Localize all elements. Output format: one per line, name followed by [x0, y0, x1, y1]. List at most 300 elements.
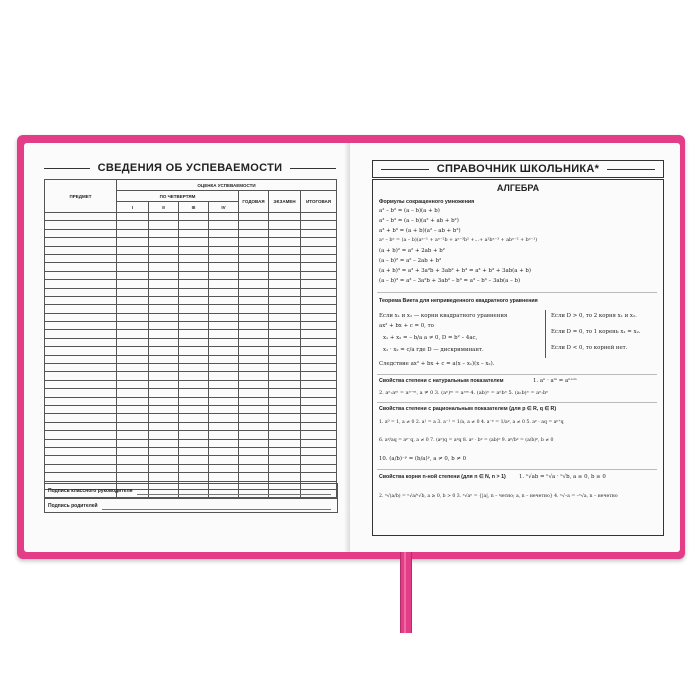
grade-cell[interactable] — [117, 347, 149, 355]
grade-cell[interactable] — [269, 364, 301, 372]
subject-cell[interactable] — [45, 288, 117, 296]
subject-cell[interactable] — [45, 364, 117, 372]
grade-cell[interactable] — [239, 238, 269, 246]
grade-cell[interactable] — [239, 447, 269, 455]
grade-cell[interactable] — [239, 414, 269, 422]
grade-cell[interactable] — [149, 246, 179, 254]
divider — [377, 374, 657, 375]
grade-cell[interactable] — [239, 422, 269, 430]
table-row — [45, 221, 337, 229]
subject-cell[interactable] — [45, 439, 117, 447]
subject-cell[interactable] — [45, 330, 117, 338]
grade-cell[interactable] — [179, 431, 209, 439]
grade-cell[interactable] — [179, 288, 209, 296]
grade-cell[interactable] — [179, 305, 209, 313]
grade-cell[interactable] — [209, 296, 239, 304]
grade-cell[interactable] — [209, 456, 239, 464]
table-row — [45, 405, 337, 413]
grade-cell[interactable] — [179, 238, 209, 246]
grade-cell[interactable] — [209, 355, 239, 363]
grade-cell[interactable] — [117, 380, 149, 388]
grade-cell[interactable] — [149, 473, 179, 481]
grade-cell[interactable] — [269, 414, 301, 422]
grade-cell[interactable] — [239, 338, 269, 346]
grade-cell[interactable] — [239, 322, 269, 330]
grade-cell[interactable] — [209, 439, 239, 447]
grade-cell[interactable] — [239, 280, 269, 288]
grade-cell[interactable] — [301, 229, 337, 237]
grade-cell[interactable] — [149, 355, 179, 363]
grade-cell[interactable] — [239, 263, 269, 271]
grade-cell[interactable] — [179, 280, 209, 288]
subject-cell[interactable] — [45, 389, 117, 397]
grade-cell[interactable] — [117, 389, 149, 397]
grade-cell[interactable] — [301, 397, 337, 405]
formula-line: a² – b² = (a – b)(a + b) — [379, 208, 440, 214]
grade-cell[interactable] — [149, 439, 179, 447]
grade-cell[interactable] — [209, 447, 239, 455]
grade-cell[interactable] — [209, 347, 239, 355]
root-rule: 2. ⁿ√(a/b) = ⁿ√a/ⁿ√b, a ≥ 0, b > 0 3. ⁿ√aⁿ = {|a|, n – четно; a, n – нечетно} 4. ⁿ√–a = –ⁿ√a, n – нечетно — [379, 494, 618, 499]
grade-cell[interactable] — [117, 372, 149, 380]
grade-cell[interactable] — [269, 355, 301, 363]
grade-cell[interactable] — [301, 296, 337, 304]
grade-cell[interactable] — [269, 221, 301, 229]
grade-cell[interactable] — [301, 447, 337, 455]
grade-cell[interactable] — [301, 305, 337, 313]
table-row — [45, 372, 337, 380]
grade-cell[interactable] — [269, 322, 301, 330]
teacher-signature-row[interactable] — [45, 484, 337, 499]
grade-cell[interactable] — [179, 464, 209, 472]
grade-cell[interactable] — [209, 322, 239, 330]
quarter-4-header: IV — [209, 202, 239, 213]
table-row — [45, 347, 337, 355]
subject-cell[interactable] — [45, 263, 117, 271]
grade-cell[interactable] — [301, 380, 337, 388]
grade-cell[interactable] — [117, 414, 149, 422]
subject-cell[interactable] — [45, 229, 117, 237]
table-row — [45, 380, 337, 388]
grade-cell[interactable] — [301, 355, 337, 363]
grade-cell[interactable] — [179, 246, 209, 254]
grade-cell[interactable] — [239, 431, 269, 439]
subject-cell[interactable] — [45, 372, 117, 380]
grade-cell[interactable] — [239, 372, 269, 380]
teacher-signature-label: Подпись классного руководителя — [48, 488, 133, 494]
grade-cell[interactable] — [269, 456, 301, 464]
grade-cell[interactable] — [269, 296, 301, 304]
grade-cell[interactable] — [149, 414, 179, 422]
grade-cell[interactable] — [301, 313, 337, 321]
grade-cell[interactable] — [269, 246, 301, 254]
grade-cell[interactable] — [179, 439, 209, 447]
subject-cell[interactable] — [45, 447, 117, 455]
grade-cell[interactable] — [149, 431, 179, 439]
grade-cell[interactable] — [269, 422, 301, 430]
power-rule: 2. aⁿ:aᵐ = aⁿ⁻ᵐ, a ≠ 0 3. (aⁿ)ᵐ = aⁿᵐ 4. (ab)ⁿ = aⁿbⁿ 5. (a:b)ⁿ = aⁿ:bⁿ — [379, 390, 549, 396]
grade-cell[interactable] — [117, 313, 149, 321]
grade-cell[interactable] — [179, 263, 209, 271]
grade-cell[interactable] — [301, 280, 337, 288]
subject-cell[interactable] — [45, 473, 117, 481]
grade-cell[interactable] — [301, 473, 337, 481]
quarter-3-header: III — [179, 202, 209, 213]
grade-cell[interactable] — [179, 422, 209, 430]
grade-cell[interactable] — [239, 439, 269, 447]
grade-cell[interactable] — [117, 213, 149, 221]
parents-signature-row[interactable] — [45, 499, 337, 513]
grade-cell[interactable] — [179, 254, 209, 262]
grade-cell[interactable] — [301, 330, 337, 338]
grade-cell[interactable] — [269, 313, 301, 321]
grade-cell[interactable] — [149, 389, 179, 397]
grade-cell[interactable] — [179, 213, 209, 221]
grade-cell[interactable] — [117, 221, 149, 229]
grade-cell[interactable] — [179, 473, 209, 481]
grade-cell[interactable] — [209, 238, 239, 246]
exam-header: ЭКЗАМЕН — [269, 191, 301, 213]
grade-cell[interactable] — [209, 431, 239, 439]
grade-cell[interactable] — [239, 254, 269, 262]
grade-cell[interactable] — [301, 364, 337, 372]
grade-cell[interactable] — [239, 246, 269, 254]
algebra-subtitle: АЛГЕБРА — [496, 183, 540, 193]
grade-cell[interactable] — [149, 405, 179, 413]
grade-cell[interactable] — [269, 347, 301, 355]
grade-cell[interactable] — [149, 263, 179, 271]
grade-cell[interactable] — [269, 280, 301, 288]
grade-cell[interactable] — [117, 229, 149, 237]
grade-cell[interactable] — [149, 288, 179, 296]
grade-cell[interactable] — [179, 456, 209, 464]
grade-cell[interactable] — [269, 271, 301, 279]
grade-cell[interactable] — [179, 405, 209, 413]
formula-line: (a – b)² = a² – 2ab + b² — [379, 258, 442, 264]
algebra-reference-box — [372, 179, 664, 536]
grade-cell[interactable] — [301, 414, 337, 422]
grade-cell[interactable] — [209, 473, 239, 481]
grade-cell[interactable] — [239, 305, 269, 313]
grade-cell[interactable] — [209, 389, 239, 397]
grade-cell[interactable] — [149, 229, 179, 237]
ribbon-bookmark[interactable] — [400, 548, 412, 633]
grade-cell[interactable] — [269, 263, 301, 271]
grade-cell[interactable] — [149, 271, 179, 279]
subject-cell[interactable] — [45, 414, 117, 422]
final-header: ИТОГОВАЯ — [301, 191, 337, 213]
grade-cell[interactable] — [239, 313, 269, 321]
subject-cell[interactable] — [45, 213, 117, 221]
subject-cell[interactable] — [45, 221, 117, 229]
grade-cell[interactable] — [301, 213, 337, 221]
vieta-corollary: Следствие ax² + bx + c = a(x – x₁)(x – x₂). — [379, 361, 495, 367]
subject-cell[interactable] — [45, 322, 117, 330]
grade-cell[interactable] — [149, 372, 179, 380]
grade-cell[interactable] — [269, 330, 301, 338]
grade-cell[interactable] — [117, 473, 149, 481]
grade-cell[interactable] — [301, 263, 337, 271]
grade-cell[interactable] — [117, 254, 149, 262]
table-row — [45, 397, 337, 405]
grade-cell[interactable] — [149, 447, 179, 455]
grade-cell[interactable] — [301, 322, 337, 330]
grade-cell[interactable] — [209, 330, 239, 338]
grade-cell[interactable] — [117, 364, 149, 372]
subject-cell[interactable] — [45, 422, 117, 430]
grade-cell[interactable] — [239, 288, 269, 296]
power-rule: 10. (a/b)⁻ᵖ = (b/a)ᵖ, a ≠ 0, b ≠ 0 — [379, 456, 467, 462]
grades-table-body — [45, 213, 337, 498]
grade-cell[interactable] — [149, 330, 179, 338]
grade-cell[interactable] — [301, 254, 337, 262]
vieta-line: ax² + bx + c = 0, то — [379, 323, 434, 329]
grade-cell[interactable] — [117, 296, 149, 304]
grade-cell[interactable] — [149, 464, 179, 472]
grade-cell[interactable] — [117, 355, 149, 363]
grade-cell[interactable] — [149, 347, 179, 355]
divider — [377, 469, 657, 470]
grade-cell[interactable] — [239, 330, 269, 338]
grade-cell[interactable] — [117, 464, 149, 472]
grade-cell[interactable] — [209, 338, 239, 346]
grade-cell[interactable] — [209, 221, 239, 229]
grade-cell[interactable] — [179, 372, 209, 380]
subject-cell[interactable] — [45, 464, 117, 472]
grade-cell[interactable] — [117, 405, 149, 413]
grade-cell[interactable] — [149, 397, 179, 405]
grade-cell[interactable] — [209, 364, 239, 372]
grade-cell[interactable] — [301, 422, 337, 430]
grade-cell[interactable] — [301, 338, 337, 346]
grade-cell[interactable] — [239, 221, 269, 229]
grade-cell[interactable] — [239, 456, 269, 464]
table-row — [45, 296, 337, 304]
grade-cell[interactable] — [239, 397, 269, 405]
grade-cell[interactable] — [209, 313, 239, 321]
root-rule: 1. ⁿ√ab = ⁿ√a · ⁿ√b, a ≥ 0, b ≥ 0 — [519, 474, 606, 480]
subject-cell[interactable] — [45, 246, 117, 254]
subject-cell[interactable] — [45, 380, 117, 388]
table-row — [45, 280, 337, 288]
grade-cell[interactable] — [301, 221, 337, 229]
grade-cell[interactable] — [149, 305, 179, 313]
subject-header: ПРЕДМЕТ — [45, 180, 117, 213]
grade-cell[interactable] — [117, 246, 149, 254]
grade-cell[interactable] — [117, 422, 149, 430]
grade-cell[interactable] — [239, 213, 269, 221]
grade-cell[interactable] — [209, 254, 239, 262]
grade-cell[interactable] — [301, 288, 337, 296]
grade-cell[interactable] — [149, 296, 179, 304]
grade-cell[interactable] — [209, 305, 239, 313]
grade-cell[interactable] — [149, 221, 179, 229]
grade-cell[interactable] — [269, 397, 301, 405]
grade-cell[interactable] — [301, 372, 337, 380]
grade-cell[interactable] — [209, 380, 239, 388]
grade-cell[interactable] — [117, 397, 149, 405]
grade-cell[interactable] — [149, 322, 179, 330]
grade-cell[interactable] — [209, 422, 239, 430]
grade-cell[interactable] — [239, 473, 269, 481]
grade-cell[interactable] — [117, 288, 149, 296]
grade-cell[interactable] — [269, 305, 301, 313]
grade-cell[interactable] — [239, 347, 269, 355]
grade-cell[interactable] — [301, 246, 337, 254]
grade-cell[interactable] — [149, 280, 179, 288]
grade-cell[interactable] — [117, 280, 149, 288]
grade-cell[interactable] — [269, 372, 301, 380]
grade-cell[interactable] — [149, 380, 179, 388]
grade-cell[interactable] — [301, 271, 337, 279]
subject-cell[interactable] — [45, 313, 117, 321]
grade-cell[interactable] — [269, 254, 301, 262]
vieta-divider — [545, 310, 546, 358]
discriminant-case: Если D = 0, то 1 корень x₁ = x₂. — [551, 329, 641, 335]
grade-cell[interactable] — [179, 313, 209, 321]
grade-cell[interactable] — [149, 338, 179, 346]
grade-cell[interactable] — [239, 389, 269, 397]
subject-cell[interactable] — [45, 296, 117, 304]
grade-cell[interactable] — [179, 330, 209, 338]
grade-cell[interactable] — [269, 389, 301, 397]
grade-cell[interactable] — [117, 338, 149, 346]
grade-cell[interactable] — [239, 296, 269, 304]
grade-cell[interactable] — [209, 464, 239, 472]
formula-line: (a + b)³ = a³ + 3a²b + 3ab² + b³ = a³ + b³ + 3ab(a + b) — [379, 268, 531, 274]
grade-cell[interactable] — [269, 431, 301, 439]
grade-cell[interactable] — [301, 456, 337, 464]
subject-cell[interactable] — [45, 456, 117, 464]
grade-cell[interactable] — [269, 288, 301, 296]
grade-cell[interactable] — [149, 254, 179, 262]
grade-cell[interactable] — [179, 355, 209, 363]
grade-cell[interactable] — [209, 229, 239, 237]
grade-cell[interactable] — [149, 422, 179, 430]
grade-cell[interactable] — [209, 246, 239, 254]
grade-cell[interactable] — [269, 447, 301, 455]
grade-cell[interactable] — [117, 330, 149, 338]
grade-cell[interactable] — [301, 405, 337, 413]
grade-cell[interactable] — [149, 238, 179, 246]
grade-cell[interactable] — [239, 405, 269, 413]
grade-cell[interactable] — [117, 305, 149, 313]
subject-cell[interactable] — [45, 271, 117, 279]
table-row — [45, 288, 337, 296]
grade-cell[interactable] — [179, 414, 209, 422]
subject-cell[interactable] — [45, 405, 117, 413]
grade-cell[interactable] — [269, 338, 301, 346]
formula-line: aⁿ – bⁿ = (a – b)(aⁿ⁻¹ + aⁿ⁻²b + aⁿ⁻³b² +...+ a²bⁿ⁻³ + abⁿ⁻² + bⁿ⁻¹) — [379, 238, 538, 243]
grade-cell[interactable] — [179, 229, 209, 237]
grade-cell[interactable] — [209, 405, 239, 413]
grade-cell[interactable] — [209, 414, 239, 422]
grade-cell[interactable] — [239, 229, 269, 237]
grade-cell[interactable] — [209, 280, 239, 288]
subject-cell[interactable] — [45, 347, 117, 355]
table-row — [45, 305, 337, 313]
grade-cell[interactable] — [269, 238, 301, 246]
grade-cell[interactable] — [179, 364, 209, 372]
subject-cell[interactable] — [45, 338, 117, 346]
power-rule: 1. aⁿ · aᵐ = aⁿ⁺ᵐ — [533, 378, 577, 384]
grade-cell[interactable] — [149, 313, 179, 321]
grade-cell[interactable] — [269, 229, 301, 237]
grade-cell[interactable] — [301, 389, 337, 397]
table-row — [45, 439, 337, 447]
grade-cell[interactable] — [269, 439, 301, 447]
grade-cell[interactable] — [301, 439, 337, 447]
grade-cell[interactable] — [149, 456, 179, 464]
table-row — [45, 322, 337, 330]
grade-cell[interactable] — [179, 347, 209, 355]
subject-cell[interactable] — [45, 397, 117, 405]
grade-cell[interactable] — [269, 405, 301, 413]
grade-cell[interactable] — [117, 439, 149, 447]
grade-cell[interactable] — [301, 238, 337, 246]
grade-cell[interactable] — [269, 464, 301, 472]
grade-cell[interactable] — [117, 238, 149, 246]
grade-cell[interactable] — [209, 271, 239, 279]
grade-cell[interactable] — [117, 322, 149, 330]
grade-cell[interactable] — [179, 380, 209, 388]
grade-cell[interactable] — [301, 464, 337, 472]
table-row — [45, 213, 337, 221]
grade-cell[interactable] — [117, 447, 149, 455]
section-natural-powers-title: Свойства степени с натуральным показателем — [379, 378, 504, 384]
right-page-title: СПРАВОЧНИК ШКОЛЬНИКА* — [372, 160, 664, 178]
grade-cell[interactable] — [239, 271, 269, 279]
grade-cell[interactable] — [239, 380, 269, 388]
grade-cell[interactable] — [179, 322, 209, 330]
grade-cell[interactable] — [301, 431, 337, 439]
grade-cell[interactable] — [179, 338, 209, 346]
grade-cell[interactable] — [149, 364, 179, 372]
grade-cell[interactable] — [117, 271, 149, 279]
grade-cell[interactable] — [179, 296, 209, 304]
section-roots-title: Свойства корня n-ной степени (для n ∈ N, n > 1) — [379, 474, 506, 480]
grade-cell[interactable] — [149, 213, 179, 221]
table-row — [45, 330, 337, 338]
subject-cell[interactable] — [45, 238, 117, 246]
grade-cell[interactable] — [117, 431, 149, 439]
grade-cell[interactable] — [239, 355, 269, 363]
grade-cell[interactable] — [179, 389, 209, 397]
grade-cell[interactable] — [179, 271, 209, 279]
grade-cell[interactable] — [239, 364, 269, 372]
grade-cell[interactable] — [239, 464, 269, 472]
subject-cell[interactable] — [45, 355, 117, 363]
grade-cell[interactable] — [117, 263, 149, 271]
grade-cell[interactable] — [179, 221, 209, 229]
grade-cell[interactable] — [301, 347, 337, 355]
grade-cell[interactable] — [269, 380, 301, 388]
subject-cell[interactable] — [45, 280, 117, 288]
grade-cell[interactable] — [269, 213, 301, 221]
grade-cell[interactable] — [179, 447, 209, 455]
grade-cell[interactable] — [209, 263, 239, 271]
grade-cell[interactable] — [179, 397, 209, 405]
grade-cell[interactable] — [117, 456, 149, 464]
subject-cell[interactable] — [45, 305, 117, 313]
subject-cell[interactable] — [45, 431, 117, 439]
grade-cell[interactable] — [209, 288, 239, 296]
grade-cell[interactable] — [209, 372, 239, 380]
grade-cell[interactable] — [209, 213, 239, 221]
grade-cell[interactable] — [269, 473, 301, 481]
grade-cell[interactable] — [209, 397, 239, 405]
subject-cell[interactable] — [45, 254, 117, 262]
